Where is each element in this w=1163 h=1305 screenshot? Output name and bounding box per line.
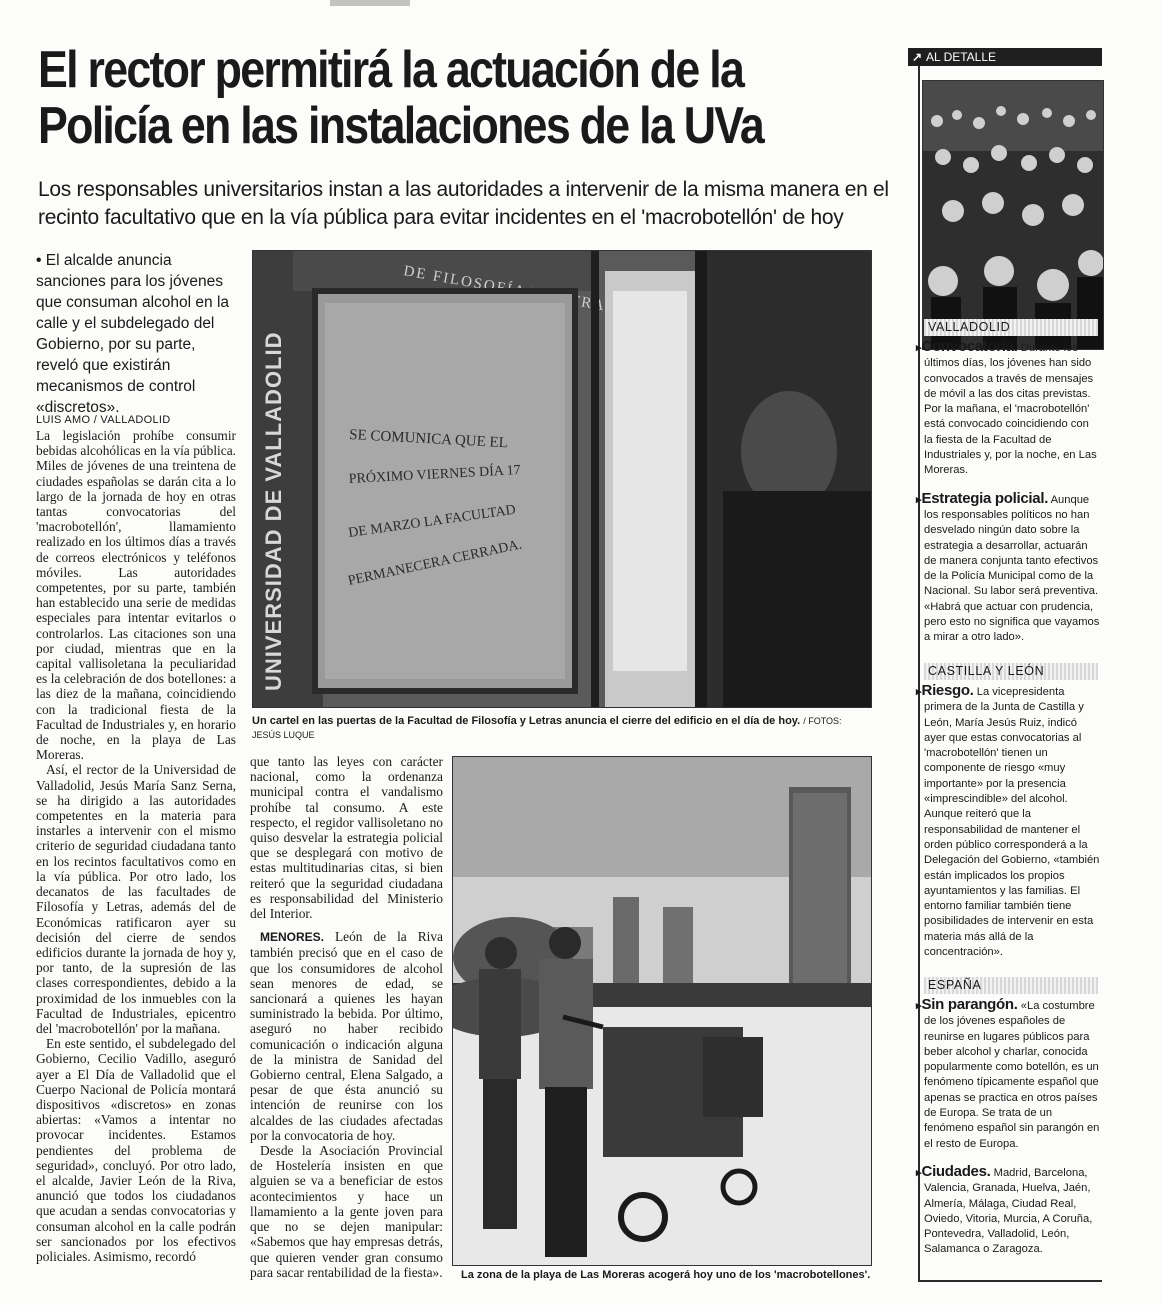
item-keyword: Sin parangón. xyxy=(921,996,1018,1013)
region-label: CASTILLA Y LEÓN xyxy=(924,663,1098,680)
notice-line-3: DE MARZO LA FACULTAD xyxy=(347,502,517,541)
photo-faculty-caption xyxy=(252,714,872,742)
paragraph-text: León de la Riva también precisó que en el caso de que los consumidores de alcohol sean menores de edad, se sancionará a quienes les hayan suministrado la bebida. Por último, aseguró no haber recibido comunicación o indicación alguna de la ministra de Sanidad del Gobierno central, Elena Salgado, a pesar de que ésta anunció su intención de reunirse con los alcaldes de las ciudades afectadas por la convocatoria de hoy. xyxy=(250,929,443,1143)
item-keyword: Estrategia policial. xyxy=(921,489,1049,507)
arrow-icon: ▸ xyxy=(916,1000,922,1012)
sidebar-item xyxy=(916,489,1100,646)
item-keyword: Ciudades. xyxy=(921,1162,991,1180)
sign-header-text: DE FILOSOFÍA LETRAS xyxy=(402,263,618,317)
sidebar-section-espana xyxy=(916,976,1100,1258)
headline-line-2: Policía en las instalaciones de la UVa xyxy=(38,97,764,155)
paragraph: Desde la Asociación Provincial de Hostelería insisten en que alguien se va a beneficiar de estos acontecimientos y hace un llamamiento a la gente joven para que no se dejen manipular: «Sabemos que hay empresas detrás, que quieren vender gran consumo para sacar rentabilidad de la fiesta». xyxy=(250,1143,443,1280)
item-text: Madrid, Barcelona, Valencia, Granada, Huelva, Jaén, Almería, Málaga, Ciudad Real, Oviedo, Vitoria, Murcia, A Coruña, Pontevedra, Valladolid, León, Salamanca o Zaragoza. xyxy=(924,1166,1093,1256)
notice-line-1: SE COMUNICA QUE EL xyxy=(348,427,509,452)
sign-vertical-text: UNIVERSIDAD DE VALLADOLID xyxy=(261,331,286,691)
trend-icon: ↗ xyxy=(911,50,923,64)
page-header-mark xyxy=(330,0,410,6)
caption-text: Un cartel en las puertas de la Facultad de Filosofía y Letras anuncia el cierre del edificio en el día de hoy. xyxy=(252,715,801,727)
photo-las-moreras xyxy=(452,756,872,1266)
sidebar-section-valladolid xyxy=(916,318,1100,646)
sidebar-al-detalle xyxy=(908,48,1102,1283)
item-text: La vicepresidenta primera de la Junta de Castilla y León, María Jesús Ruiz, indicó ayer que estas convocatorias al 'macrobotellón' tienen un componente de riesgo «muy importante» por la presencia «imprescindible» del alcohol. Aunque reiteró que la responsabilidad de mantener el orden público corresponderá a la Delegación del Gobierno, «también están implicados los propios ayuntamientos y las familias. El entorno familiar también tiene posibilidades de intervenir en esta materia más allá de la concentración». xyxy=(924,686,1100,959)
crowd-photo-illustration xyxy=(923,81,1103,349)
region-label: ESPAÑA xyxy=(924,977,1098,994)
notice-line-2: PRÓXIMO VIERNES DÍA 17 xyxy=(348,463,522,487)
paragraph: En este sentido, el subdelegado del Gobierno, Cecilio Vadillo, aseguró ayer a El Día de Valladolid que el Cuerpo Nacional de Policía montará dispositivos «discretos» en zonas abiertas: «Vamos a intentar no provocar incidentes. Estamos pendientes del problema de seguridad», concluyó. Por otro lado, el alcalde, Javier León de la Riva, anunció que todos los ciudadanos que acudan a sendas convocatorias y consuman alcohol en la calle podrán ser sancionados por los efectivos policiales. Asimismo, recordó xyxy=(36,1036,236,1264)
item-keyword: Convocatoria. xyxy=(921,338,1018,355)
photo-moreras-caption: La zona de la playa de Las Moreras acogerá hoy uno de los 'macrobotellones'. xyxy=(461,1269,871,1281)
item-keyword: Riesgo. xyxy=(921,682,974,699)
subheadline: Los responsables universitarios instan a las autoridades a intervenir de la misma manera en el recinto facultativo que en la vía pública para evitar incidentes en el 'macrobotellón' de hoy xyxy=(38,178,889,229)
sidebar-item xyxy=(916,996,1100,1152)
sidebar-section-castilla-leon xyxy=(916,662,1100,960)
sidebar-item xyxy=(916,1162,1100,1258)
headline-line-1: El rector permitirá la actuación de la xyxy=(38,41,744,99)
sidebar-bottom-rule xyxy=(918,1280,1102,1282)
notice-line-4: PERMANECERA CERRADA. xyxy=(346,537,524,589)
article-column-1 xyxy=(36,428,236,1283)
arrow-icon: ▸ xyxy=(916,1166,922,1179)
sidebar-item xyxy=(916,338,1100,479)
crowd-photo xyxy=(922,80,1104,350)
item-text: Aunque los responsables políticos no han desvelado ningún dato sobre la estrategia a desarrollar, actuarán de manera conjunta tanto efectivos de la Policía Municipal como de la Nacional. Su labor será preventiva. «Habrá que actuar con prudencia, pero esto no significa que vayamos a mirar a otro lado». xyxy=(924,493,1100,644)
item-text: Durante los últimos días, los jóvenes han sido convocados a través de mensajes de móvil a las dos citas previstas. Por la mañana, el 'macrobotellón' está convocado coincidiendo con la fiesta de la Facultad de Industriales y, por la noche, en Las Moreras. xyxy=(924,342,1097,477)
region-label: VALLADOLID xyxy=(924,319,1098,336)
arrow-icon: ▸ xyxy=(916,686,922,698)
lead-text: El alcalde anuncia sanciones para los jóvenes que consuman alcohol en la calle y el subdelegado del Gobierno, por su parte, reveló que existirán mecanismos de control «discretos». xyxy=(36,252,230,416)
sidebar-tab-label: AL DETALLE xyxy=(926,50,997,64)
item-text: «La costumbre de los jóvenes españoles de reunirse en lugares públicos para beber alcohol y charlar, conocida popularmente como botellón, es un fenómeno típicamente español que apenas se practica en otros países de Europa. Se trata de un fenómeno español sin parangón en el resto de Europa. xyxy=(924,1000,1100,1150)
arrow-icon: ▸ xyxy=(916,342,922,354)
article-column-2 xyxy=(250,754,443,1284)
headline xyxy=(38,42,778,154)
sidebar-item xyxy=(916,682,1100,960)
paragraph: La legislación prohíbe consumir bebidas alcohólicas en la vía pública. Miles de jóvenes de una treintena de ciudades españolas se darán cita a lo largo de la jornada de hoy en otras tantas convocatorias del 'macrobotellón', llamamiento realizado en los últimos días a través de correos electrónicos y teléfonos móviles. Las autoridades competentes, por su parte, también han establecido una serie de medidas especiales para intentar evitarlos o controlarlos. Las citaciones son una por ciudad, mientras que en la capital vallisoletana la peculiaridad es la celebración de dos botellones: a las diez de la mañana, coincidiendo con la tradicional fiesta de la Facultad de Industriales y, en horario de noche, en la playa de Las Moreras. xyxy=(36,428,236,763)
byline: LUIS AMO / VALLADOLID xyxy=(36,414,171,426)
photo-credit: / FOTOS: JESÚS LUQUE xyxy=(252,716,842,740)
photo-las-moreras-illustration xyxy=(453,757,871,1265)
arrow-icon: ▸ xyxy=(916,493,922,506)
subsection-label: MENORES. xyxy=(260,930,325,945)
sidebar-tab xyxy=(908,48,1102,66)
lead-summary xyxy=(36,250,241,418)
lead-bullet: • xyxy=(36,252,42,269)
sidebar-rule xyxy=(918,66,920,1281)
paragraph: que tanto las leyes con carácter nacional, como la ordenanza municipal contra el vandalismo prohíbe tal consumo. A este respecto, el regidor vallisoletano no quiso desvelar la estrategia policial que se desplegará con motivo de estas multitudinarias citas, si bien reiteró que la seguridad ciudadana es responsabilidad del Ministerio del Interior. xyxy=(250,754,443,922)
paragraph xyxy=(250,929,443,1143)
photo-faculty-door xyxy=(252,250,872,708)
paragraph: Así, el rector de la Universidad de Valladolid, Jesús María Sanz Serna, se ha dirigido a las autoridades competentes en la materia para instarles a intervenir con el mismo criterio de seguridad ciudadana tanto en los recintos facultativos como en la vía pública. Por otro lado, los decanatos de las facultades de Filosofía y Letras, además del de Económicas ratificaron ayer su decisión del cierre de sendos edificios durante la jornada de hoy y, por tanto, de la supresión de las clases correspondientes, debido a la proximidad de los inmuebles con la Facultad de Industriales, epicentro del 'macrobotellón' por la mañana. xyxy=(36,762,236,1036)
photo-faculty-door-illustration xyxy=(253,251,871,707)
